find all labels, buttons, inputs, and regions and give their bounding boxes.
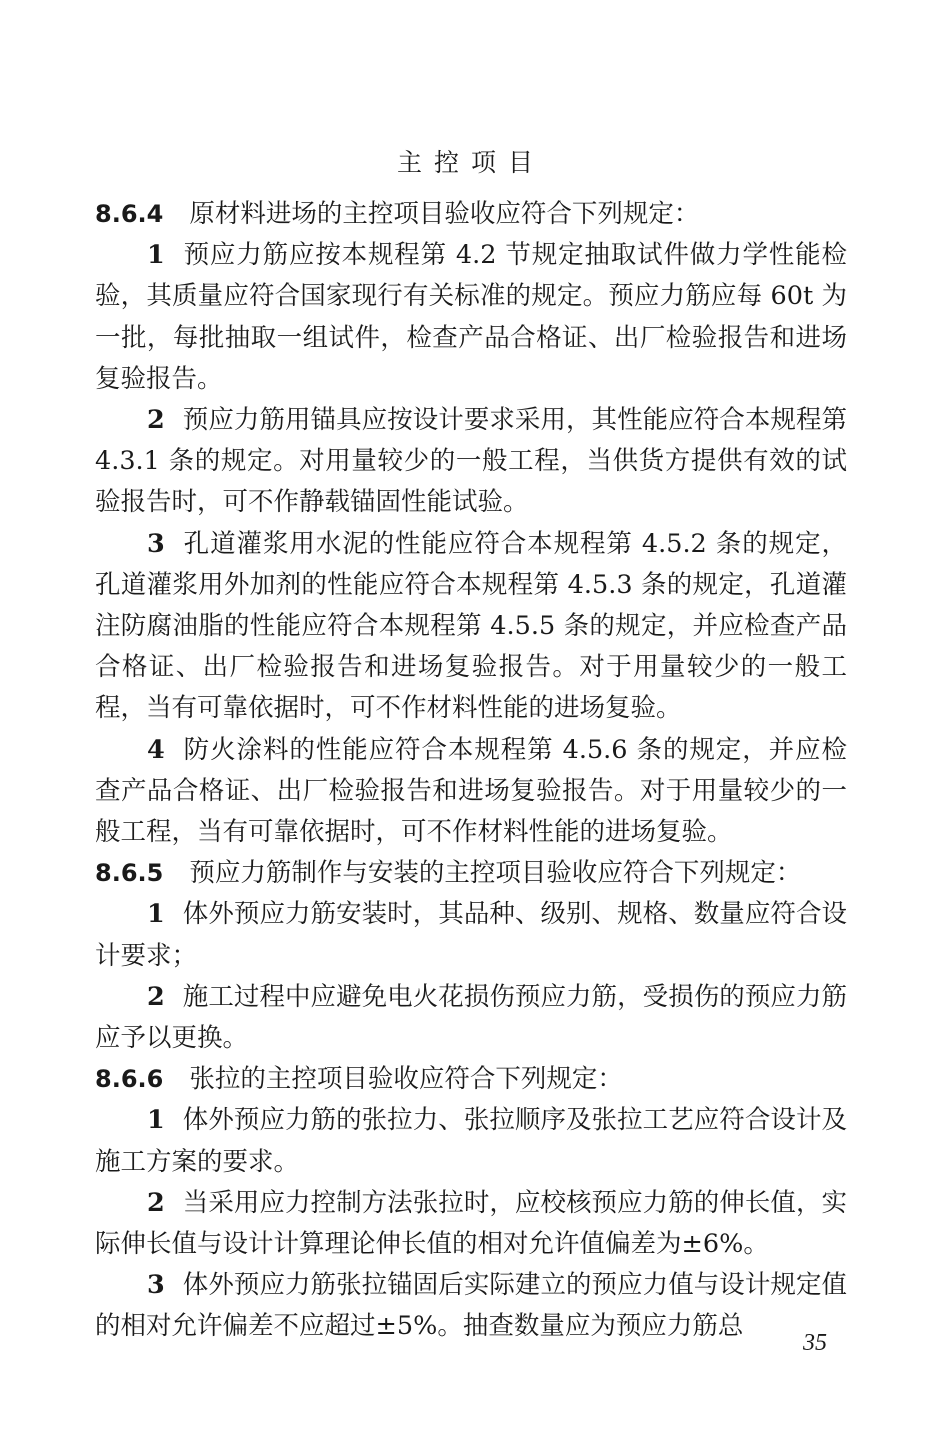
clause-text: 预应力筋制作与安装的主控项目验收应符合下列规定： [189,858,802,889]
item-number: 3 [147,1270,165,1301]
clause-number: 8.6.6 [95,1065,164,1094]
item-number: 2 [147,981,165,1012]
list-item [95,235,847,400]
clause-8-6-4 [95,194,847,235]
item-text: 预应力筋应按本规程第 4.2 节规定抽取试件做力学性能检验，其质量应符合国家现行有关标准的规定。预应力筋应每 60t 为一批，每批抽取一组试件，检查产品合格证、出厂检验报告和进场复验报告。 [95,240,847,394]
section-heading: 主控项目 [396,148,545,177]
item-text: 预应力筋用锚具应按设计要求采用，其性能应符合本规程第 4.3.1 条的规定。对用量较少的一般工程，当供货方提供有效的试验报告时，可不作静载锚固性能试验。 [95,405,847,518]
clause-8-6-6 [95,1059,847,1100]
item-text: 体外预应力筋安装时，其品种、级别、规格、数量应符合设计要求； [95,899,847,971]
list-item [95,1265,847,1347]
body-text [95,194,847,1348]
item-number: 1 [147,240,165,271]
list-item [95,894,847,976]
document-page [95,0,847,1432]
page-number: 35 [803,1330,827,1356]
list-item [95,524,847,730]
item-number: 3 [147,528,165,559]
item-text: 防火涂料的性能应符合本规程第 4.5.6 条的规定，并应检查产品合格证、出厂检验报告和进场复验报告。对于用量较少的一般工程，当有可靠依据时，可不作材料性能的进场复验。 [95,734,847,848]
list-item [95,730,847,854]
item-number: 2 [147,1187,165,1218]
list-item [95,1100,847,1182]
item-number: 1 [147,1105,165,1136]
item-text: 当采用应力控制方法张拉时，应校核预应力筋的伸长值，实际伸长值与设计计算理论伸长值的相对允许值偏差为±6%。 [95,1187,847,1260]
item-text: 施工过程中应避免电火花损伤预应力筋，受损伤的预应力筋应予以更换。 [95,981,847,1054]
clause-text: 张拉的主控项目验收应符合下列规定： [189,1064,623,1095]
list-item [95,1183,847,1265]
item-text: 体外预应力筋张拉锚固后实际建立的预应力值与设计规定值的相对允许偏差不应超过±5%。抽查数量应为预应力筋总 [95,1270,847,1342]
list-item [95,400,847,524]
item-number: 1 [147,899,165,930]
clause-number: 8.6.4 [95,200,164,228]
list-item [95,977,847,1059]
clause-text: 原材料进场的主控项目验收应符合下列规定： [189,199,700,229]
clause-number: 8.6.5 [95,859,164,888]
clause-8-6-5 [95,853,847,894]
item-text: 孔道灌浆用水泥的性能应符合本规程第 4.5.2 条的规定，孔道灌浆用外加剂的性能应符合本规程第 4.5.3 条的规定，孔道灌注防腐油脂的性能应符合本规程第 4.5.5 条的规定，并应检查产品合格证、出厂检验报告和进场复验报告。对于用量较少的一般工程，当有可靠依据时，可不作材料性能的进场复验。 [95,528,847,724]
item-text: 体外预应力筋的张拉力、张拉顺序及张拉工艺应符合设计及施工方案的要求。 [95,1105,847,1177]
item-number: 4 [147,734,165,765]
item-number: 2 [147,405,165,436]
